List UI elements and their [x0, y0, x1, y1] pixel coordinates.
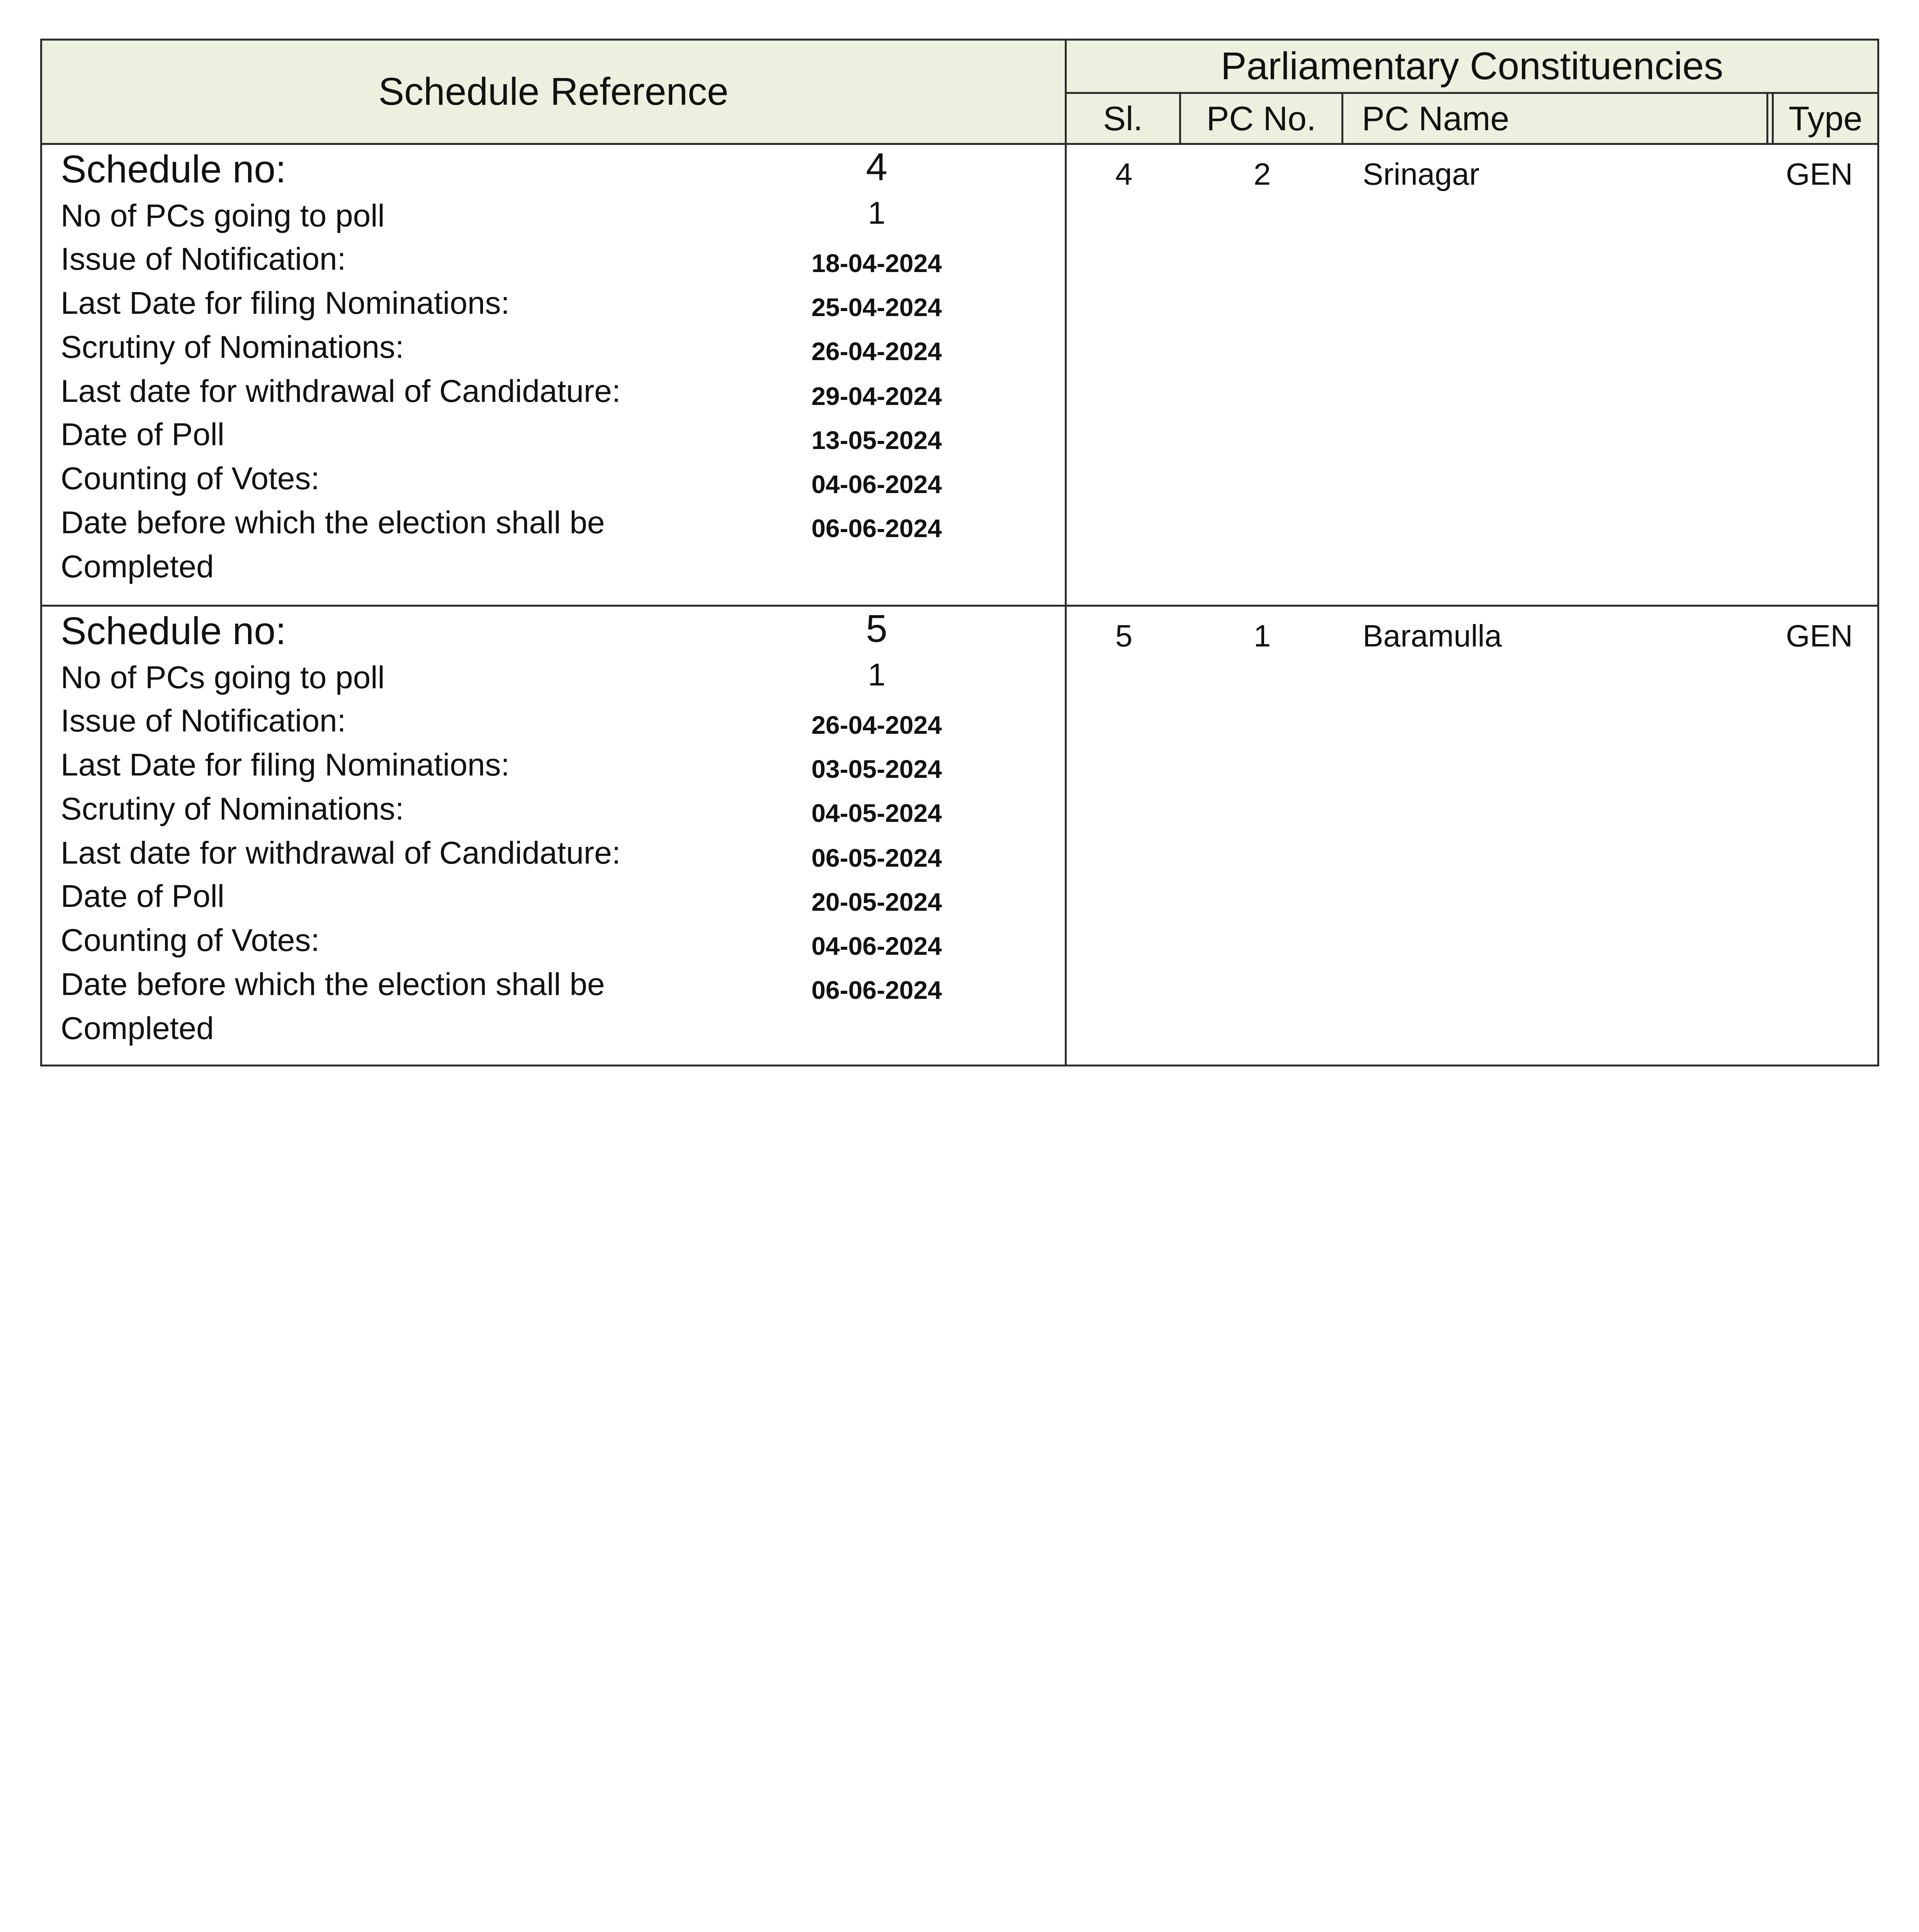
column-header-sl: Sl.: [1067, 94, 1181, 143]
pc-type: GEN: [1786, 619, 1853, 653]
table-header: [42, 41, 1877, 145]
notification-label: Issue of Notification:: [61, 703, 346, 738]
pc-name: Srinagar: [1363, 157, 1480, 191]
pc-sl: 4: [1115, 157, 1133, 191]
scrutiny-date: 26-04-2024: [811, 337, 942, 366]
withdrawal-date: 06-05-2024: [811, 844, 942, 872]
poll-label: Date of Poll: [61, 417, 224, 452]
pc-type: GEN: [1786, 157, 1853, 191]
completion-label-line-2: Completed: [61, 549, 214, 584]
poll-date: 13-05-2024: [811, 426, 942, 454]
scrutiny-label: Scrutiny of Nominations:: [61, 330, 404, 365]
notification-date: 18-04-2024: [811, 249, 942, 277]
notification-date: 26-04-2024: [811, 711, 942, 739]
nominations-label: Last Date for filing Nominations:: [61, 286, 510, 321]
schedule-block-5: [42, 605, 1877, 1065]
poll-label: Date of Poll: [61, 879, 224, 914]
withdrawal-label: Last date for withdrawal of Candidature:: [61, 835, 621, 871]
scrutiny-label: Scrutiny of Nominations:: [61, 791, 404, 827]
schedule-no-value: 5: [866, 607, 887, 650]
schedule-no-value: 4: [866, 145, 887, 189]
completion-label-line-2: Completed: [61, 1011, 214, 1046]
schedule-details: [42, 607, 1067, 1065]
pc-name: Baramulla: [1363, 619, 1502, 653]
schedule-details: [42, 145, 1067, 605]
completion-date: 06-06-2024: [811, 976, 942, 1004]
pc-column-headers: [1067, 94, 1877, 143]
pc-number: 2: [1253, 157, 1271, 191]
pc-sl: 5: [1115, 619, 1133, 653]
schedule-no-label: Schedule no:: [61, 609, 286, 653]
schedule-reference-heading: Schedule Reference: [42, 41, 1067, 143]
pc-number: 1: [1253, 619, 1271, 653]
pcs-going-to-poll-value: 1: [868, 657, 886, 692]
counting-date: 04-06-2024: [811, 932, 942, 960]
pc-heading-group: [1067, 41, 1877, 143]
withdrawal-label: Last date for withdrawal of Candidature:: [61, 374, 621, 409]
pcs-going-to-poll-label: No of PCs going to poll: [61, 660, 385, 695]
schedule-no-label: Schedule no:: [61, 148, 286, 191]
column-header-type: Type: [1788, 99, 1863, 138]
notification-label: Issue of Notification:: [61, 242, 346, 277]
parliamentary-constituencies-heading: Parliamentary Constituencies: [1067, 41, 1877, 94]
pcs-going-to-poll-value: 1: [868, 196, 886, 231]
counting-date: 04-06-2024: [811, 470, 942, 498]
pc-row: [1067, 145, 1877, 605]
completion-label-line-1: Date before which the election shall be: [61, 505, 605, 540]
nominations-date: 25-04-2024: [811, 293, 942, 321]
pcs-going-to-poll-label: No of PCs going to poll: [61, 198, 385, 233]
column-header-pc-name: PC Name: [1343, 94, 1768, 143]
nominations-date: 03-05-2024: [811, 755, 942, 783]
completion-label-line-1: Date before which the election shall be: [61, 967, 605, 1002]
nominations-label: Last Date for filing Nominations:: [61, 747, 510, 782]
schedule-block-4: [42, 145, 1877, 605]
counting-label: Counting of Votes:: [61, 461, 320, 496]
withdrawal-date: 29-04-2024: [811, 382, 942, 410]
column-header-spacer: [1768, 94, 1774, 143]
pc-row: [1067, 607, 1877, 1065]
poll-date: 20-05-2024: [811, 888, 942, 916]
completion-date: 06-06-2024: [811, 514, 942, 543]
counting-label: Counting of Votes:: [61, 923, 320, 958]
column-header-pc-no: PC No.: [1181, 94, 1343, 143]
scrutiny-date: 04-05-2024: [811, 799, 942, 827]
election-schedule-table: [40, 39, 1879, 1066]
